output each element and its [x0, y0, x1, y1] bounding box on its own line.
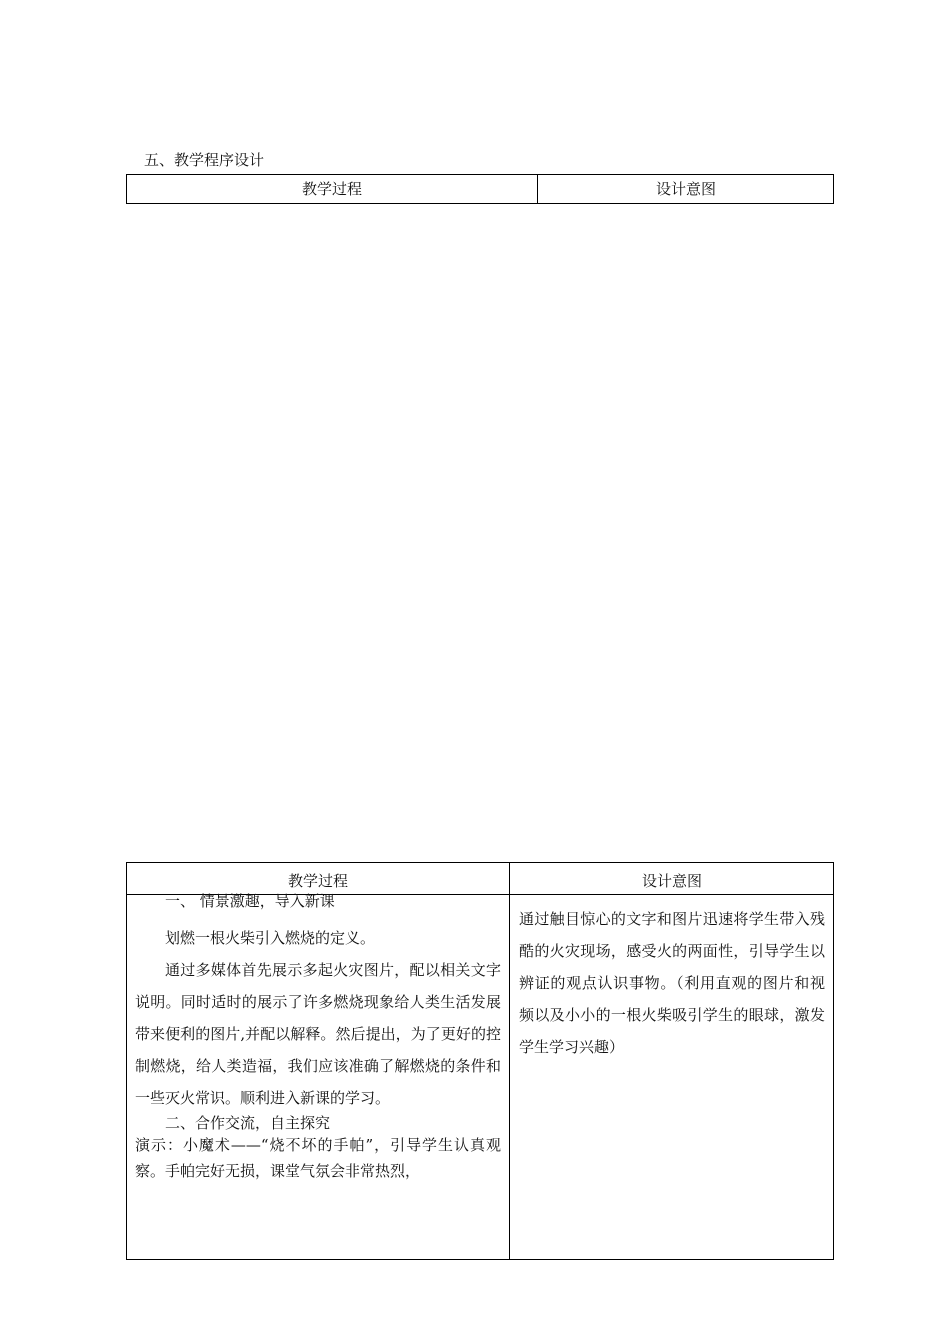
teaching-process-cell — [135, 892, 501, 1184]
header-teaching-process: 教学过程 — [287, 872, 348, 890]
section-heading: 五、教学程序设计 — [144, 151, 265, 169]
spacer — [135, 910, 501, 922]
teaching-design-table — [126, 862, 834, 1260]
header-design-intent: 设计意图 — [655, 180, 716, 198]
header-design-intent: 设计意图 — [641, 872, 702, 890]
section-title-cooperation: 二、合作交流，自主探究 — [165, 1114, 331, 1132]
paragraph-magic-demo: 演示：小魔术——“烧不坏的手帕”，引导学生认真观察。手帕完好无损，课堂气氛会非常热烈， — [135, 1136, 501, 1180]
teaching-design-table-header — [126, 174, 834, 204]
paragraph-design-intent: 通过触目惊心的文字和图片迅速将学生带入残酷的火灾现场，感受火的两面性，引导学生以辨证的观点认识事物。（利用直观的图片和视频以及小小的一根火柴吸引学生的眼球，激发学生学习兴趣） — [519, 910, 825, 1056]
design-intent-cell — [519, 903, 825, 1063]
paragraph-match-intro: 划燃一根火柴引入燃烧的定义。 — [165, 929, 376, 947]
column-divider — [509, 863, 510, 1259]
section-title-situation: 一、 情景激趣，导入新课 — [165, 892, 335, 910]
header-teaching-process: 教学过程 — [301, 180, 362, 198]
paragraph-multimedia: 通过多媒体首先展示多起火灾图片，配以相关文字说明。同时适时的展示了许多燃烧现象给人类生活发展带来便利的图片,并配以解释。然后提出，为了更好的控制燃烧，给人类造福，我们应该准确了解燃烧的条件和一些灭火常识。顺利进入新课的学习。 — [135, 961, 501, 1107]
